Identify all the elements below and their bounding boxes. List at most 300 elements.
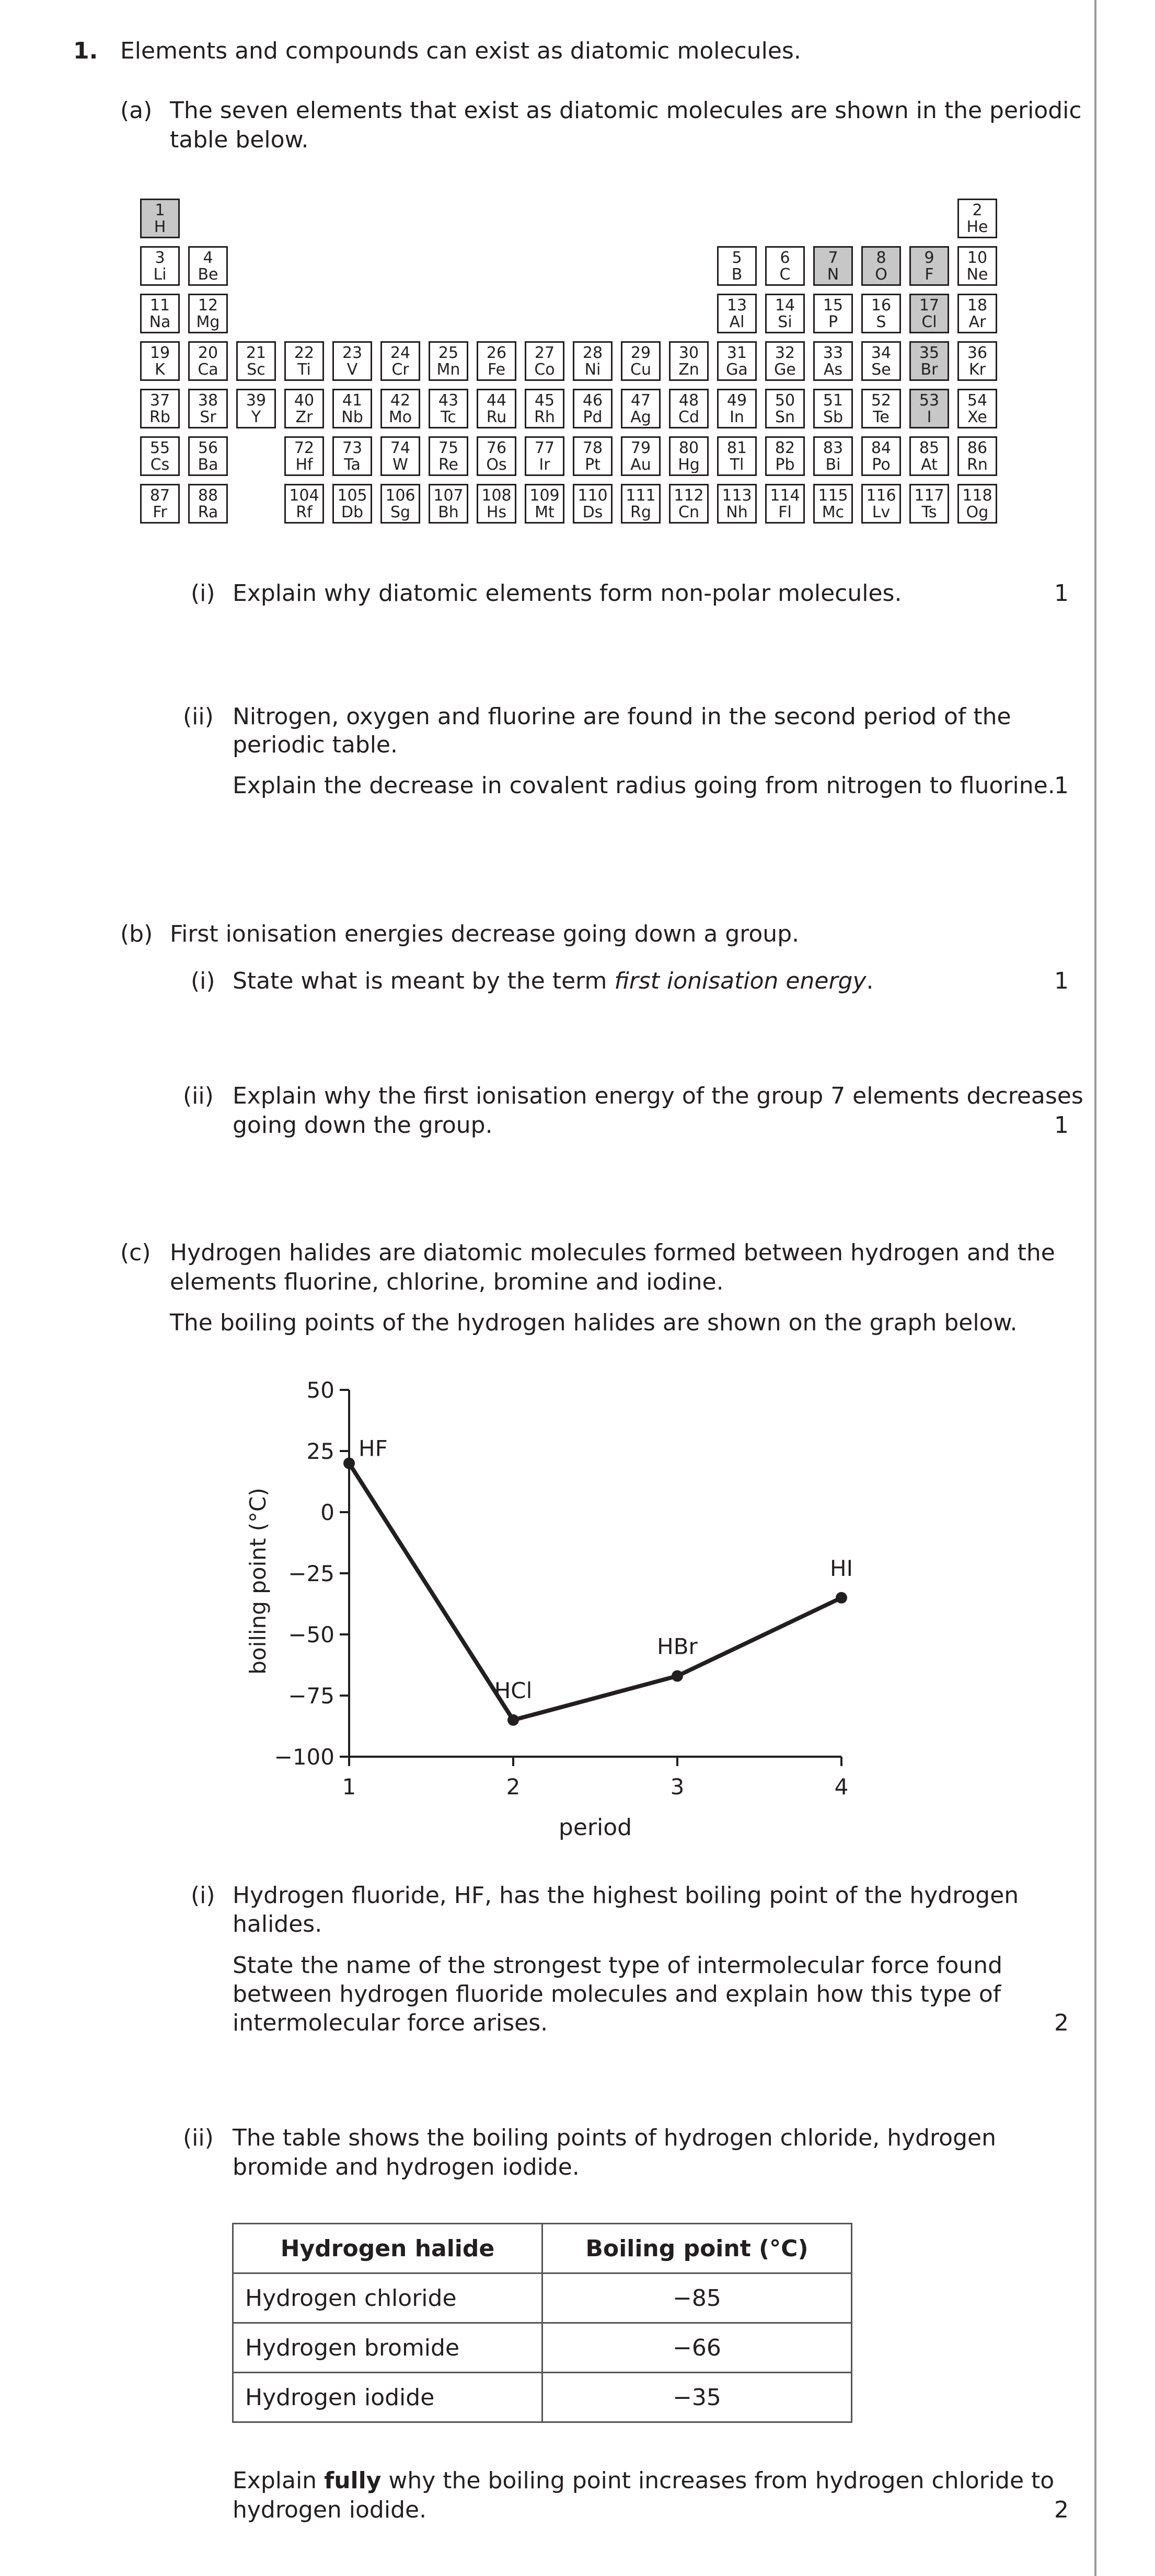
element-mc (813, 484, 853, 524)
element-cl (909, 294, 949, 333)
part-c-ii-explain-2: hydrogen iodide. (233, 2497, 427, 2523)
point-label-hbr: HBr (657, 1633, 698, 1660)
boiling-point-graph (240, 1359, 972, 1860)
atomic-number: 72 (294, 439, 315, 457)
element-symbol: Si (778, 313, 792, 331)
element-i (909, 389, 949, 428)
atomic-number: 87 (149, 486, 170, 505)
atomic-number: 56 (198, 439, 218, 457)
element-ar (957, 294, 997, 333)
table-cell-bp: −85 (542, 2273, 852, 2323)
element-y (236, 389, 276, 428)
element-symbol: He (966, 218, 988, 236)
element-symbol: Fe (487, 361, 506, 379)
boiling-point-line (349, 1463, 841, 1720)
element-symbol: Re (438, 456, 458, 474)
atomic-number: 104 (289, 486, 319, 505)
element-symbol: Nb (341, 408, 363, 426)
data-point-hcl (507, 1714, 519, 1726)
question-number: 1. (73, 38, 98, 64)
table-header-row (233, 2224, 852, 2273)
atomic-number: 85 (919, 439, 940, 457)
element-symbol: Db (341, 503, 364, 521)
atomic-number: 114 (770, 486, 800, 505)
part-a-ii-marks: 1 (1054, 772, 1069, 799)
element-te (861, 389, 901, 428)
element-nh (717, 484, 757, 524)
atomic-number: 13 (726, 296, 747, 315)
table-cell-bp: −66 (542, 2323, 852, 2373)
atomic-number: 75 (438, 439, 459, 457)
element-symbol: Li (153, 265, 167, 284)
element-zn (669, 341, 709, 381)
element-symbol: Sr (200, 408, 216, 426)
element-symbol: Ag (630, 408, 651, 426)
element-cu (621, 341, 661, 381)
element-rh (525, 389, 564, 428)
element-mg (188, 294, 228, 333)
atomic-number: 112 (674, 486, 704, 505)
element-symbol: Os (486, 456, 507, 474)
atomic-number: 113 (722, 486, 752, 505)
element-sr (188, 389, 228, 428)
element-symbol: W (392, 456, 408, 474)
element-as (813, 341, 853, 381)
atomic-number: 81 (726, 439, 747, 457)
part-c-ii-label: (ii) (183, 2125, 214, 2151)
element-symbol: Mo (388, 408, 412, 426)
x-axis-ticks (342, 1757, 849, 1800)
element-re (429, 436, 468, 476)
element-symbol: Nh (726, 503, 748, 521)
element-symbol: Pb (775, 456, 795, 474)
right-margin-rule (1094, 0, 1096, 2576)
element-symbol: Rb (149, 408, 170, 426)
atomic-number: 82 (775, 439, 795, 457)
part-c-i-marks: 2 (1054, 2010, 1069, 2036)
part-c-ii-text-1: The table shows the boiling points of hydrogen chloride, hydrogen (233, 2125, 996, 2151)
atomic-number: 24 (390, 344, 411, 362)
element-se (861, 341, 901, 381)
atomic-number: 40 (294, 391, 315, 410)
element-symbol: Au (630, 456, 651, 474)
atomic-number: 15 (823, 296, 844, 315)
element-ra (188, 484, 228, 524)
element-symbol: Xe (967, 408, 987, 426)
element-ta (332, 436, 372, 476)
element-symbol: B (731, 265, 743, 284)
element-bi (813, 436, 853, 476)
element-symbol: Rn (967, 456, 988, 474)
element-db (332, 484, 372, 524)
atomic-number: 19 (149, 344, 170, 362)
element-symbol: Cu (630, 361, 651, 379)
atomic-number: 108 (481, 486, 512, 505)
part-a-i-marks: 1 (1054, 580, 1069, 607)
element-symbol: Te (873, 408, 890, 426)
element-symbol: Rf (296, 503, 313, 521)
atomic-number: 80 (678, 439, 699, 457)
element-o (861, 246, 901, 286)
element-kr (957, 341, 997, 381)
y-tick-label: 50 (306, 1377, 334, 1403)
part-c-label: (c) (120, 1239, 151, 1266)
y-tick-label: −50 (288, 1622, 334, 1647)
element-symbol: Al (729, 313, 745, 331)
element-ti (284, 341, 324, 381)
element-symbol: Po (872, 456, 891, 474)
series-line (349, 1463, 841, 1720)
data-point-hi (836, 1592, 847, 1604)
atomic-number: 44 (486, 391, 507, 410)
atomic-number: 1 (155, 201, 165, 219)
element-ru (477, 389, 516, 428)
element-cs (140, 436, 180, 476)
element-symbol: Ir (539, 456, 550, 474)
element-ir (525, 436, 564, 476)
atomic-number: 18 (967, 296, 988, 315)
atomic-number: 55 (149, 439, 170, 457)
part-b-i-marks: 1 (1054, 968, 1069, 994)
element-mo (380, 389, 420, 428)
atomic-number: 73 (342, 439, 363, 457)
atomic-number: 7 (828, 249, 838, 267)
data-point-hbr (672, 1670, 683, 1682)
element-rf (284, 484, 324, 524)
atomic-number: 118 (962, 486, 992, 505)
element-symbol: Lv (872, 503, 891, 521)
element-symbol: Fr (153, 503, 167, 521)
atomic-number: 84 (871, 439, 892, 457)
element-symbol: Og (966, 503, 989, 521)
element-symbol: Cn (678, 503, 699, 521)
element-c (765, 246, 805, 286)
part-a-text-1: The seven elements that exist as diatomic molecules are shown in the periodic (170, 97, 1082, 124)
element-symbol: Ar (968, 313, 986, 331)
part-b-ii-marks: 1 (1054, 1112, 1069, 1139)
atomic-number: 78 (582, 439, 603, 457)
atomic-number: 49 (726, 391, 747, 410)
atomic-number: 17 (919, 296, 940, 315)
element-symbol: Ru (486, 408, 507, 426)
element-tc (429, 389, 468, 428)
atomic-number: 79 (630, 439, 651, 457)
element-w (380, 436, 420, 476)
atomic-number: 115 (818, 486, 848, 505)
part-c-ii-explain-1: Explain fully why the boiling point increases from hydrogen chloride to (233, 2467, 1055, 2494)
element-be (188, 246, 228, 286)
element-symbol: Mn (436, 361, 460, 379)
element-lv (861, 484, 901, 524)
atomic-number: 47 (630, 391, 651, 410)
part-c-text-2: elements fluorine, chlorine, bromine and iodine. (170, 1269, 724, 1295)
part-c-i-text-3: State the name of the strongest type of intermolecular force found (233, 1952, 1003, 1979)
element-bh (429, 484, 468, 524)
element-pd (573, 389, 613, 428)
atomic-number: 30 (678, 344, 699, 362)
element-cn (669, 484, 709, 524)
table-cell-bp: −35 (542, 2373, 852, 2422)
atomic-number: 109 (529, 486, 560, 505)
element-ni (573, 341, 613, 381)
element-ca (188, 341, 228, 381)
atomic-number: 16 (871, 296, 892, 315)
element-symbol: Ta (344, 456, 361, 474)
element-pb (765, 436, 805, 476)
element-symbol: Ga (726, 361, 748, 379)
y-tick-label: −75 (288, 1683, 334, 1709)
x-tick-label: 4 (834, 1774, 849, 1800)
atomic-number: 107 (433, 486, 464, 505)
element-symbol: Ba (198, 456, 218, 474)
element-symbol: S (876, 313, 886, 331)
element-in (717, 389, 757, 428)
element-symbol: Na (149, 313, 171, 331)
element-symbol: Ts (921, 503, 937, 521)
element-symbol: As (823, 361, 843, 379)
element-symbol: At (921, 456, 938, 474)
atomic-number: 8 (876, 249, 886, 267)
atomic-number: 51 (823, 391, 844, 410)
part-c-ii-text-2: bromide and hydrogen iodide. (233, 2154, 580, 2180)
element-ba (188, 436, 228, 476)
element-sg (380, 484, 420, 524)
atomic-number: 6 (780, 249, 790, 267)
part-a-text-2: table below. (170, 126, 309, 153)
element-symbol: V (346, 361, 358, 379)
element-symbol: Br (920, 361, 938, 379)
element-symbol: O (875, 265, 887, 284)
element-symbol: Cd (678, 408, 699, 426)
atomic-number: 32 (775, 344, 795, 362)
y-axis-ticks (274, 1377, 349, 1770)
part-b-ii-text-2: going down the group. (233, 1112, 493, 1139)
atomic-number: 86 (967, 439, 988, 457)
point-label-hi: HI (830, 1555, 853, 1581)
element-b (717, 246, 757, 286)
element-pt (573, 436, 613, 476)
element-symbol: Co (534, 361, 555, 379)
element-symbol: C (779, 265, 791, 284)
element-xe (957, 389, 997, 428)
atomic-number: 45 (534, 391, 555, 410)
element-symbol: Ds (582, 503, 603, 521)
element-tl (717, 436, 757, 476)
emphasis-fully: fully (324, 2467, 382, 2494)
element-ts (909, 484, 949, 524)
element-rn (957, 436, 997, 476)
element-symbol: Mt (535, 503, 555, 521)
element-hg (669, 436, 709, 476)
element-symbol: In (730, 408, 744, 426)
part-c-i-text-4: between hydrogen fluoride molecules and explain how this type of (233, 1981, 1001, 2008)
element-cr (380, 341, 420, 381)
element-symbol: Zr (295, 408, 313, 426)
data-points (343, 1457, 847, 1725)
element-ds (573, 484, 613, 524)
y-tick-label: 25 (306, 1438, 334, 1464)
element-symbol: Cr (391, 361, 409, 379)
boiling-point-table (232, 2223, 852, 2423)
atomic-number: 110 (578, 486, 608, 505)
atomic-number: 26 (486, 344, 507, 362)
table-row (233, 2273, 852, 2323)
element-rb (140, 389, 180, 428)
element-ag (621, 389, 661, 428)
part-b-text: First ionisation energies decrease going down a group. (170, 921, 800, 947)
element-symbol: H (154, 218, 166, 236)
atomic-number: 14 (775, 296, 795, 315)
part-b-ii-text-1: Explain why the first ionisation energy of the group 7 elements decreases (233, 1083, 1083, 1109)
element-symbol: F (925, 265, 934, 284)
x-tick-label: 2 (506, 1774, 521, 1800)
atomic-number: 12 (198, 296, 218, 315)
part-c-text-1: Hydrogen halides are diatomic molecules formed between hydrogen and the (170, 1239, 1055, 1266)
element-n (813, 246, 853, 286)
atomic-number: 53 (919, 391, 940, 410)
atomic-number: 42 (390, 391, 411, 410)
atomic-number: 38 (198, 391, 218, 410)
part-c-text-3: The boiling points of the hydrogen halides are shown on the graph below. (170, 1309, 1018, 1336)
atomic-number: 74 (390, 439, 411, 457)
part-a-label: (a) (120, 97, 153, 124)
term-first-ionisation-energy: first ionisation energy (614, 968, 867, 994)
element-sn (765, 389, 805, 428)
element-symbol: Bi (825, 456, 841, 474)
element-symbol: Cl (921, 313, 937, 331)
element-at (909, 436, 949, 476)
element-sb (813, 389, 853, 428)
atomic-number: 105 (337, 486, 367, 505)
atomic-number: 10 (967, 249, 988, 267)
table-cell-halide: Hydrogen chloride (233, 2273, 542, 2323)
atomic-number: 21 (246, 344, 267, 362)
element-symbol: Hs (486, 503, 507, 521)
part-a-ii-label: (ii) (183, 703, 214, 730)
element-nb (332, 389, 372, 428)
atomic-number: 41 (342, 391, 363, 410)
atomic-number: 37 (149, 391, 170, 410)
atomic-number: 117 (914, 486, 944, 505)
atomic-number: 111 (626, 486, 656, 505)
element-cd (669, 389, 709, 428)
atomic-number: 5 (732, 249, 742, 267)
atomic-number: 27 (534, 344, 555, 362)
element-symbol: Fl (778, 503, 792, 521)
element-br (909, 341, 949, 381)
element-og (957, 484, 997, 524)
table-header-halide: Hydrogen halide (233, 2224, 542, 2273)
element-symbol: Ra (198, 503, 218, 521)
element-symbol: N (827, 265, 839, 284)
element-s (861, 294, 901, 333)
element-symbol: Tl (730, 456, 744, 474)
element-symbol: Tc (441, 408, 456, 426)
element-symbol: K (155, 361, 165, 379)
element-symbol: Rg (630, 503, 651, 521)
atomic-number: 25 (438, 344, 459, 362)
element-fe (477, 341, 516, 381)
element-symbol: Hg (678, 456, 700, 474)
atomic-number: 11 (149, 296, 170, 315)
part-b-i-label: (i) (191, 968, 215, 994)
atomic-number: 3 (155, 249, 165, 267)
part-a-ii-text-3: Explain the decrease in covalent radius going from nitrogen to fluorine. (233, 772, 1055, 799)
element-symbol: Sn (775, 408, 795, 426)
element-symbol: Be (198, 265, 218, 284)
point-labels (359, 1435, 853, 1703)
element-zr (284, 389, 324, 428)
element-sc (236, 341, 276, 381)
x-tick-label: 1 (342, 1774, 356, 1800)
atomic-number: 2 (972, 201, 983, 219)
y-tick-label: −100 (274, 1744, 334, 1770)
part-b-ii-label: (ii) (183, 1083, 214, 1109)
element-mn (429, 341, 468, 381)
atomic-number: 76 (486, 439, 507, 457)
atomic-number: 29 (630, 344, 651, 362)
element-p (813, 294, 853, 333)
element-po (861, 436, 901, 476)
part-a-i-label: (i) (191, 580, 215, 607)
element-h (140, 199, 180, 238)
atomic-number: 34 (871, 344, 892, 362)
atomic-number: 54 (967, 391, 988, 410)
part-b-label: (b) (120, 921, 153, 947)
atomic-number: 23 (342, 344, 363, 362)
element-symbol: Rh (534, 408, 555, 426)
atomic-number: 43 (438, 391, 459, 410)
table-cell-halide: Hydrogen bromide (233, 2323, 542, 2373)
element-symbol: Ne (966, 265, 988, 284)
element-symbol: Ti (297, 361, 311, 379)
part-c-i-label: (i) (191, 1882, 215, 1909)
atomic-number: 33 (823, 344, 844, 362)
element-symbol: Bh (438, 503, 459, 521)
atomic-number: 77 (534, 439, 555, 457)
element-mt (525, 484, 564, 524)
y-axis-title: boiling point (°C) (245, 1488, 271, 1675)
table-row (233, 2373, 852, 2422)
atomic-number: 46 (582, 391, 603, 410)
element-symbol: Zn (678, 361, 699, 379)
element-fr (140, 484, 180, 524)
atomic-number: 116 (866, 486, 896, 505)
part-c-i-text-5: intermolecular force arises. (233, 2010, 548, 2036)
x-tick-label: 3 (670, 1774, 685, 1800)
part-c-i-text-1: Hydrogen fluoride, HF, has the highest boiling point of the hydrogen (233, 1882, 1019, 1909)
y-tick-label: 0 (320, 1500, 334, 1525)
point-label-hf: HF (359, 1435, 388, 1461)
element-symbol: Sg (390, 503, 411, 521)
element-symbol: Pt (585, 456, 600, 474)
atomic-number: 9 (924, 249, 934, 267)
atomic-number: 39 (246, 391, 267, 410)
element-ne (957, 246, 997, 286)
atomic-number: 31 (726, 344, 747, 362)
atomic-number: 4 (203, 249, 213, 267)
element-he (957, 199, 997, 238)
part-a-i-text: Explain why diatomic elements form non-polar molecules. (233, 580, 902, 607)
element-symbol: Kr (968, 361, 986, 379)
part-a-ii-text-2: periodic table. (233, 732, 398, 758)
atomic-number: 22 (294, 344, 315, 362)
table-cell-halide: Hydrogen iodide (233, 2373, 542, 2422)
element-li (140, 246, 180, 286)
atomic-number: 106 (385, 486, 415, 505)
element-fl (765, 484, 805, 524)
element-symbol: I (927, 408, 932, 426)
